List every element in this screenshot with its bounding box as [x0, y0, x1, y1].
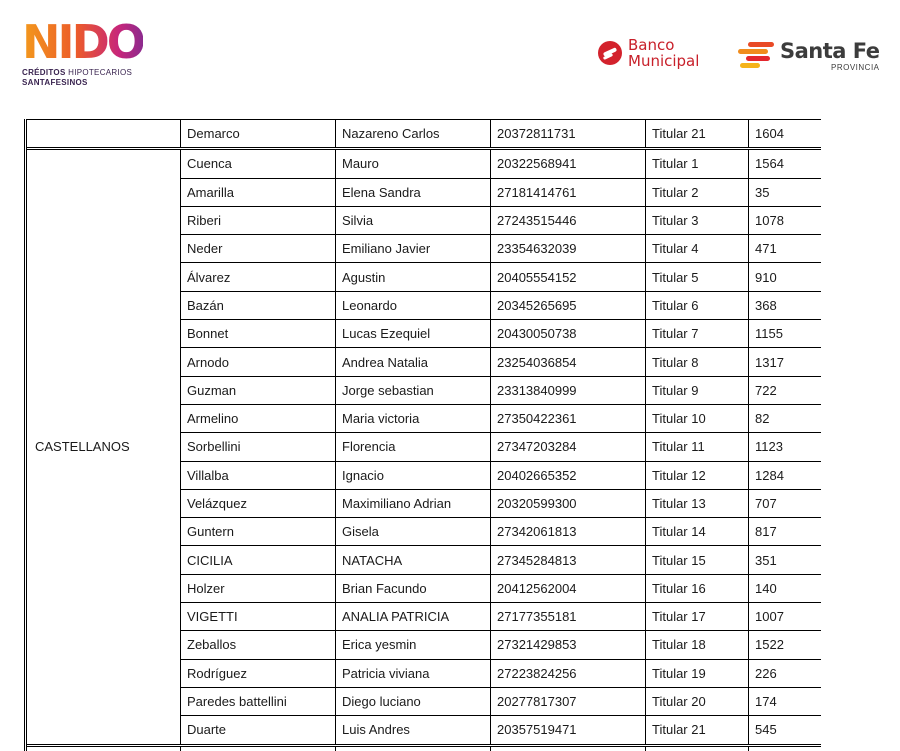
nombre-cell: NATACHA	[336, 546, 491, 574]
nombre-cell: Erica yesmin	[336, 631, 491, 659]
titular-cell: Titular 7	[646, 320, 749, 348]
titular-cell: Titular 21	[646, 120, 749, 149]
numero-cell: 1317	[749, 348, 822, 376]
numero-cell: 1522	[749, 631, 822, 659]
cuit-cell: 20430050738	[491, 320, 646, 348]
nombre-cell: Maria victoria	[336, 404, 491, 432]
apellido-cell: Neder	[181, 235, 336, 263]
nido-logo-word: NIDO	[22, 15, 143, 69]
cuit-cell: 27350422361	[491, 404, 646, 432]
titular-cell: Titular 2	[646, 178, 749, 206]
titular-cell: Titular 6	[646, 291, 749, 319]
numero-cell: 1564	[749, 149, 822, 178]
localidad-cell	[26, 120, 181, 149]
cuit-cell: 27181414761	[491, 178, 646, 206]
apellido-cell: Holzer	[181, 574, 336, 602]
apellido-cell: CICILIA	[181, 546, 336, 574]
nombre-cell: Elena Sandra	[336, 178, 491, 206]
numero-cell: 1078	[749, 206, 822, 234]
nido-logo-subtitle	[22, 68, 143, 88]
cuit-cell: 20277817307	[491, 687, 646, 715]
numero-cell: 1123	[749, 433, 822, 461]
nido-sub-line2: SANTAFESINOS	[22, 78, 88, 87]
nido-sub-rest: HIPOTECARIOS	[65, 68, 133, 77]
titular-cell: Titular 12	[646, 461, 749, 489]
nido-logo	[22, 15, 143, 88]
empty-cell	[336, 745, 491, 751]
cuit-cell: 20372811731	[491, 120, 646, 149]
numero-cell: 471	[749, 235, 822, 263]
numero-cell: 35	[749, 178, 822, 206]
banco-line2: Municipal	[628, 52, 700, 70]
santa-fe-provincia: PROVINCIA	[831, 63, 880, 72]
cuit-cell: 27347203284	[491, 433, 646, 461]
beneficiaries-table-container	[24, 119, 821, 751]
cuit-cell: 27243515446	[491, 206, 646, 234]
numero-cell: 1007	[749, 603, 822, 631]
nombre-cell: Agustin	[336, 263, 491, 291]
apellido-cell: Zeballos	[181, 631, 336, 659]
cuit-cell: 20412562004	[491, 574, 646, 602]
titular-cell: Titular 1	[646, 149, 749, 178]
santa-fe-logo	[738, 40, 880, 72]
banco-line1: Banco	[628, 36, 675, 54]
table-row	[26, 149, 822, 178]
titular-cell: Titular 14	[646, 518, 749, 546]
nombre-cell: Lucas Ezequiel	[336, 320, 491, 348]
apellido-cell: Amarilla	[181, 178, 336, 206]
cuit-cell: 27342061813	[491, 518, 646, 546]
numero-cell: 140	[749, 574, 822, 602]
titular-cell: Titular 10	[646, 404, 749, 432]
titular-cell: Titular 17	[646, 603, 749, 631]
numero-cell: 1155	[749, 320, 822, 348]
numero-cell: 722	[749, 376, 822, 404]
cuit-cell: 23254036854	[491, 348, 646, 376]
nombre-cell: Nazareno Carlos	[336, 120, 491, 149]
nombre-cell: Silvia	[336, 206, 491, 234]
apellido-cell: Bonnet	[181, 320, 336, 348]
nombre-cell: Leonardo	[336, 291, 491, 319]
table-row-next-group	[26, 745, 822, 751]
nombre-cell: Diego luciano	[336, 687, 491, 715]
cuit-cell: 20320599300	[491, 489, 646, 517]
beneficiaries-table	[24, 119, 821, 751]
apellido-cell: Álvarez	[181, 263, 336, 291]
nombre-cell: Gisela	[336, 518, 491, 546]
titular-cell: Titular 18	[646, 631, 749, 659]
cuit-cell: 23313840999	[491, 376, 646, 404]
localidad-cell: CASTELLANOS	[26, 149, 181, 745]
nombre-cell: Florencia	[336, 433, 491, 461]
cuit-cell: 27321429853	[491, 631, 646, 659]
apellido-cell: Cuenca	[181, 149, 336, 178]
banco-municipal-icon	[598, 41, 622, 65]
santa-fe-name: Santa Fe	[780, 39, 880, 63]
apellido-cell: Guzman	[181, 376, 336, 404]
titular-cell: Titular 4	[646, 235, 749, 263]
titular-cell: Titular 13	[646, 489, 749, 517]
apellido-cell: Bazán	[181, 291, 336, 319]
apellido-cell: Sorbellini	[181, 433, 336, 461]
titular-cell: Titular 20	[646, 687, 749, 715]
numero-cell: 368	[749, 291, 822, 319]
page-header	[0, 0, 900, 112]
cuit-cell: 20345265695	[491, 291, 646, 319]
cuit-cell: 27177355181	[491, 603, 646, 631]
cuit-cell: 20402665352	[491, 461, 646, 489]
apellido-cell: Villalba	[181, 461, 336, 489]
empty-cell	[181, 745, 336, 751]
cuit-cell: 20322568941	[491, 149, 646, 178]
titular-cell: Titular 16	[646, 574, 749, 602]
apellido-cell: Guntern	[181, 518, 336, 546]
titular-cell: Titular 15	[646, 546, 749, 574]
nombre-cell: Brian Facundo	[336, 574, 491, 602]
nombre-cell: ANALIA PATRICIA	[336, 603, 491, 631]
titular-cell: Titular 19	[646, 659, 749, 687]
apellido-cell: Paredes battellini	[181, 687, 336, 715]
titular-cell: Titular 11	[646, 433, 749, 461]
apellido-cell: Rodríguez	[181, 659, 336, 687]
apellido-cell: VIGETTI	[181, 603, 336, 631]
numero-cell: 351	[749, 546, 822, 574]
cuit-cell: 27223824256	[491, 659, 646, 687]
numero-cell: 82	[749, 404, 822, 432]
titular-cell: Titular 5	[646, 263, 749, 291]
numero-cell: 1604	[749, 120, 822, 149]
cuit-cell: 20357519471	[491, 716, 646, 745]
numero-cell: 545	[749, 716, 822, 745]
numero-cell: 910	[749, 263, 822, 291]
nombre-cell: Jorge sebastian	[336, 376, 491, 404]
cuit-cell: 20405554152	[491, 263, 646, 291]
numero-cell: 226	[749, 659, 822, 687]
empty-cell	[749, 745, 822, 751]
nombre-cell: Luis Andres	[336, 716, 491, 745]
nombre-cell: Ignacio	[336, 461, 491, 489]
santa-fe-icon	[738, 40, 776, 72]
numero-cell: 1284	[749, 461, 822, 489]
numero-cell: 707	[749, 489, 822, 517]
nombre-cell: Maximiliano Adrian	[336, 489, 491, 517]
empty-cell	[491, 745, 646, 751]
apellido-cell: Duarte	[181, 716, 336, 745]
cuit-cell: 27345284813	[491, 546, 646, 574]
titular-cell: Titular 9	[646, 376, 749, 404]
numero-cell: 817	[749, 518, 822, 546]
apellido-cell: Velázquez	[181, 489, 336, 517]
nombre-cell: Emiliano Javier	[336, 235, 491, 263]
titular-cell: Titular 3	[646, 206, 749, 234]
titular-cell: Titular 8	[646, 348, 749, 376]
empty-cell	[646, 745, 749, 751]
table-row-previous	[26, 120, 822, 149]
apellido-cell: Demarco	[181, 120, 336, 149]
nombre-cell: Mauro	[336, 149, 491, 178]
nido-sub-bold: CRÉDITOS	[22, 68, 66, 77]
nombre-cell: Andrea Natalia	[336, 348, 491, 376]
empty-cell	[26, 745, 181, 751]
apellido-cell: Arnodo	[181, 348, 336, 376]
nombre-cell: Patricia viviana	[336, 659, 491, 687]
banco-municipal-logo	[598, 37, 699, 69]
apellido-cell: Riberi	[181, 206, 336, 234]
apellido-cell: Armelino	[181, 404, 336, 432]
cuit-cell: 23354632039	[491, 235, 646, 263]
numero-cell: 174	[749, 687, 822, 715]
titular-cell: Titular 21	[646, 716, 749, 745]
